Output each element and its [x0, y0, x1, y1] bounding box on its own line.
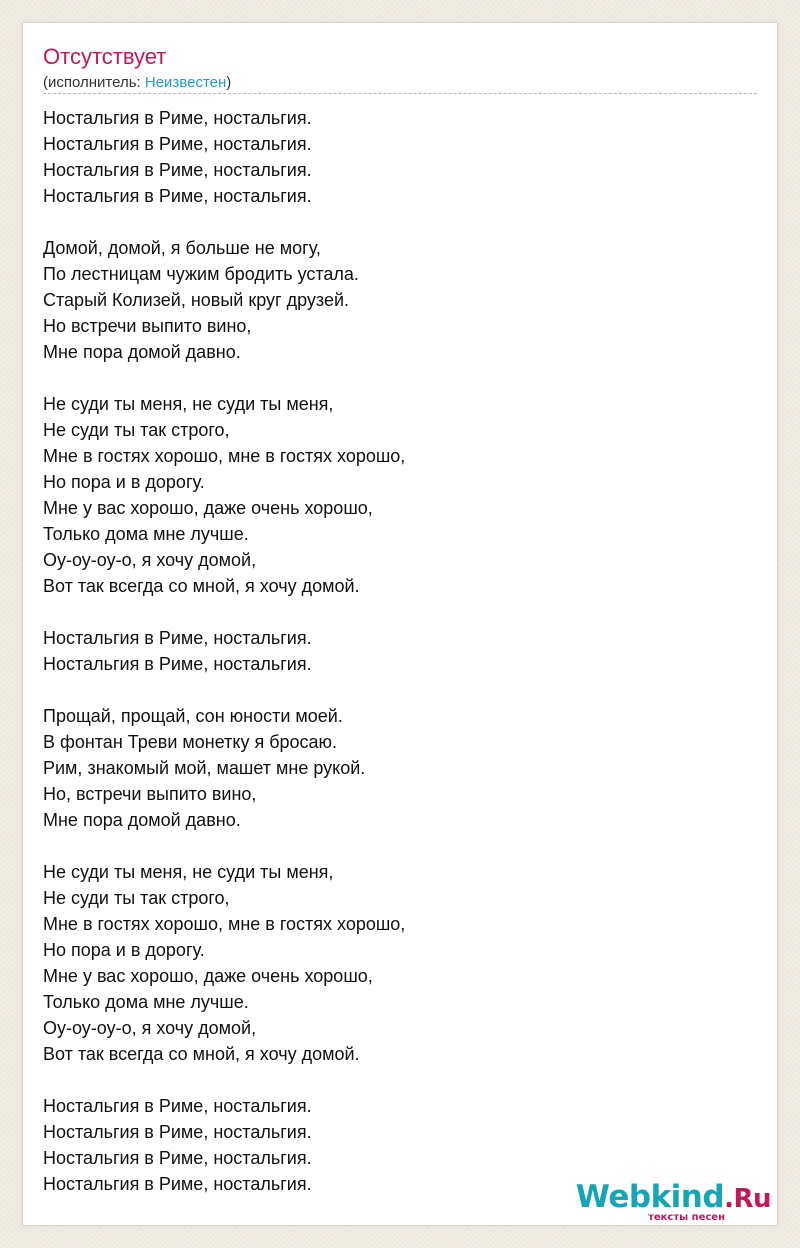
lyric-line: Оу-оу-оу-о, я хочу домой,: [43, 1018, 257, 1038]
lyric-line: Не суди ты меня, не суди ты меня,: [43, 394, 334, 414]
lyric-line: Старый Колизей, новый круг друзей.: [43, 290, 350, 310]
lyric-line: Рим, знакомый мой, машет мне рукой.: [43, 758, 366, 778]
lyric-line: Мне в гостях хорошо, мне в гостях хорошо,: [43, 914, 406, 934]
lyrics-stanza: [43, 391, 743, 599]
artist-link[interactable]: Неизвестен: [144, 74, 227, 91]
logo-tld: .Ru: [724, 1184, 771, 1214]
lyric-line: Оу-оу-оу-о, я хочу домой,: [43, 550, 257, 570]
artist-prefix: (исполнитель:: [43, 74, 145, 91]
lyric-line: Мне пора домой давно.: [43, 810, 241, 830]
lyric-line: Ностальгия в Риме, ностальгия.: [43, 654, 312, 674]
lyric-line: Ностальгия в Риме, ностальгия.: [43, 134, 312, 154]
lyric-line: В фонтан Треви монетку я бросаю.: [43, 732, 338, 752]
lyric-line: Не суди ты так строго,: [43, 420, 230, 440]
lyric-line: Вот так всегда со мной, я хочу домой.: [43, 576, 360, 596]
logo-tagline: тексты песен: [648, 1212, 725, 1223]
lyric-line: Но встречи выпито вино,: [43, 316, 252, 336]
lyric-line: Ностальгия в Риме, ностальгия.: [43, 186, 312, 206]
lyric-line: Но пора и в дорогу.: [43, 940, 205, 960]
lyric-line: Мне у вас хорошо, даже очень хорошо,: [43, 966, 373, 986]
lyric-line: Не суди ты так строго,: [43, 888, 230, 908]
lyrics-stanza: [43, 235, 743, 365]
lyric-line: Ностальгия в Риме, ностальгия.: [43, 1148, 312, 1168]
webkind-logo[interactable]: [576, 1180, 771, 1223]
header-divider: [43, 93, 757, 94]
lyrics-stanza: [43, 625, 743, 677]
lyric-line: Ностальгия в Риме, ностальгия.: [43, 1174, 312, 1194]
lyric-line: Вот так всегда со мной, я хочу домой.: [43, 1044, 360, 1064]
lyric-line: Ностальгия в Риме, ностальгия.: [43, 1122, 312, 1142]
lyric-line: Не суди ты меня, не суди ты меня,: [43, 862, 334, 882]
lyric-line: Но, встречи выпито вино,: [43, 784, 257, 804]
lyrics-card: [22, 22, 778, 1226]
lyric-line: Только дома мне лучше.: [43, 524, 249, 544]
lyrics-stanza: [43, 105, 743, 209]
lyrics-text: [43, 105, 743, 1197]
lyric-line: Только дома мне лучше.: [43, 992, 249, 1012]
lyrics-stanza: [43, 703, 743, 833]
lyric-line: Ностальгия в Риме, ностальгия.: [43, 628, 312, 648]
lyric-line: Прощай, прощай, сон юности моей.: [43, 706, 343, 726]
lyric-line: Но пора и в дорогу.: [43, 472, 205, 492]
lyric-line: Домой, домой, я больше не могу,: [43, 238, 321, 258]
song-title: Отсутствует: [43, 44, 167, 69]
lyric-line: По лестницам чужим бродить устала.: [43, 264, 359, 284]
lyric-line: Мне в гостях хорошо, мне в гостях хорошо,: [43, 446, 406, 466]
lyrics-stanza: [43, 859, 743, 1067]
lyric-line: Мне пора домой давно.: [43, 342, 241, 362]
logo-word: Webkind: [575, 1179, 725, 1215]
logo-wordmark: [576, 1180, 771, 1216]
artist-suffix: ): [226, 74, 232, 91]
artist-line: [43, 73, 231, 93]
lyric-line: Ностальгия в Риме, ностальгия.: [43, 1096, 312, 1116]
lyric-line: Мне у вас хорошо, даже очень хорошо,: [43, 498, 373, 518]
lyric-line: Ностальгия в Риме, ностальгия.: [43, 108, 312, 128]
lyric-line: Ностальгия в Риме, ностальгия.: [43, 160, 312, 180]
